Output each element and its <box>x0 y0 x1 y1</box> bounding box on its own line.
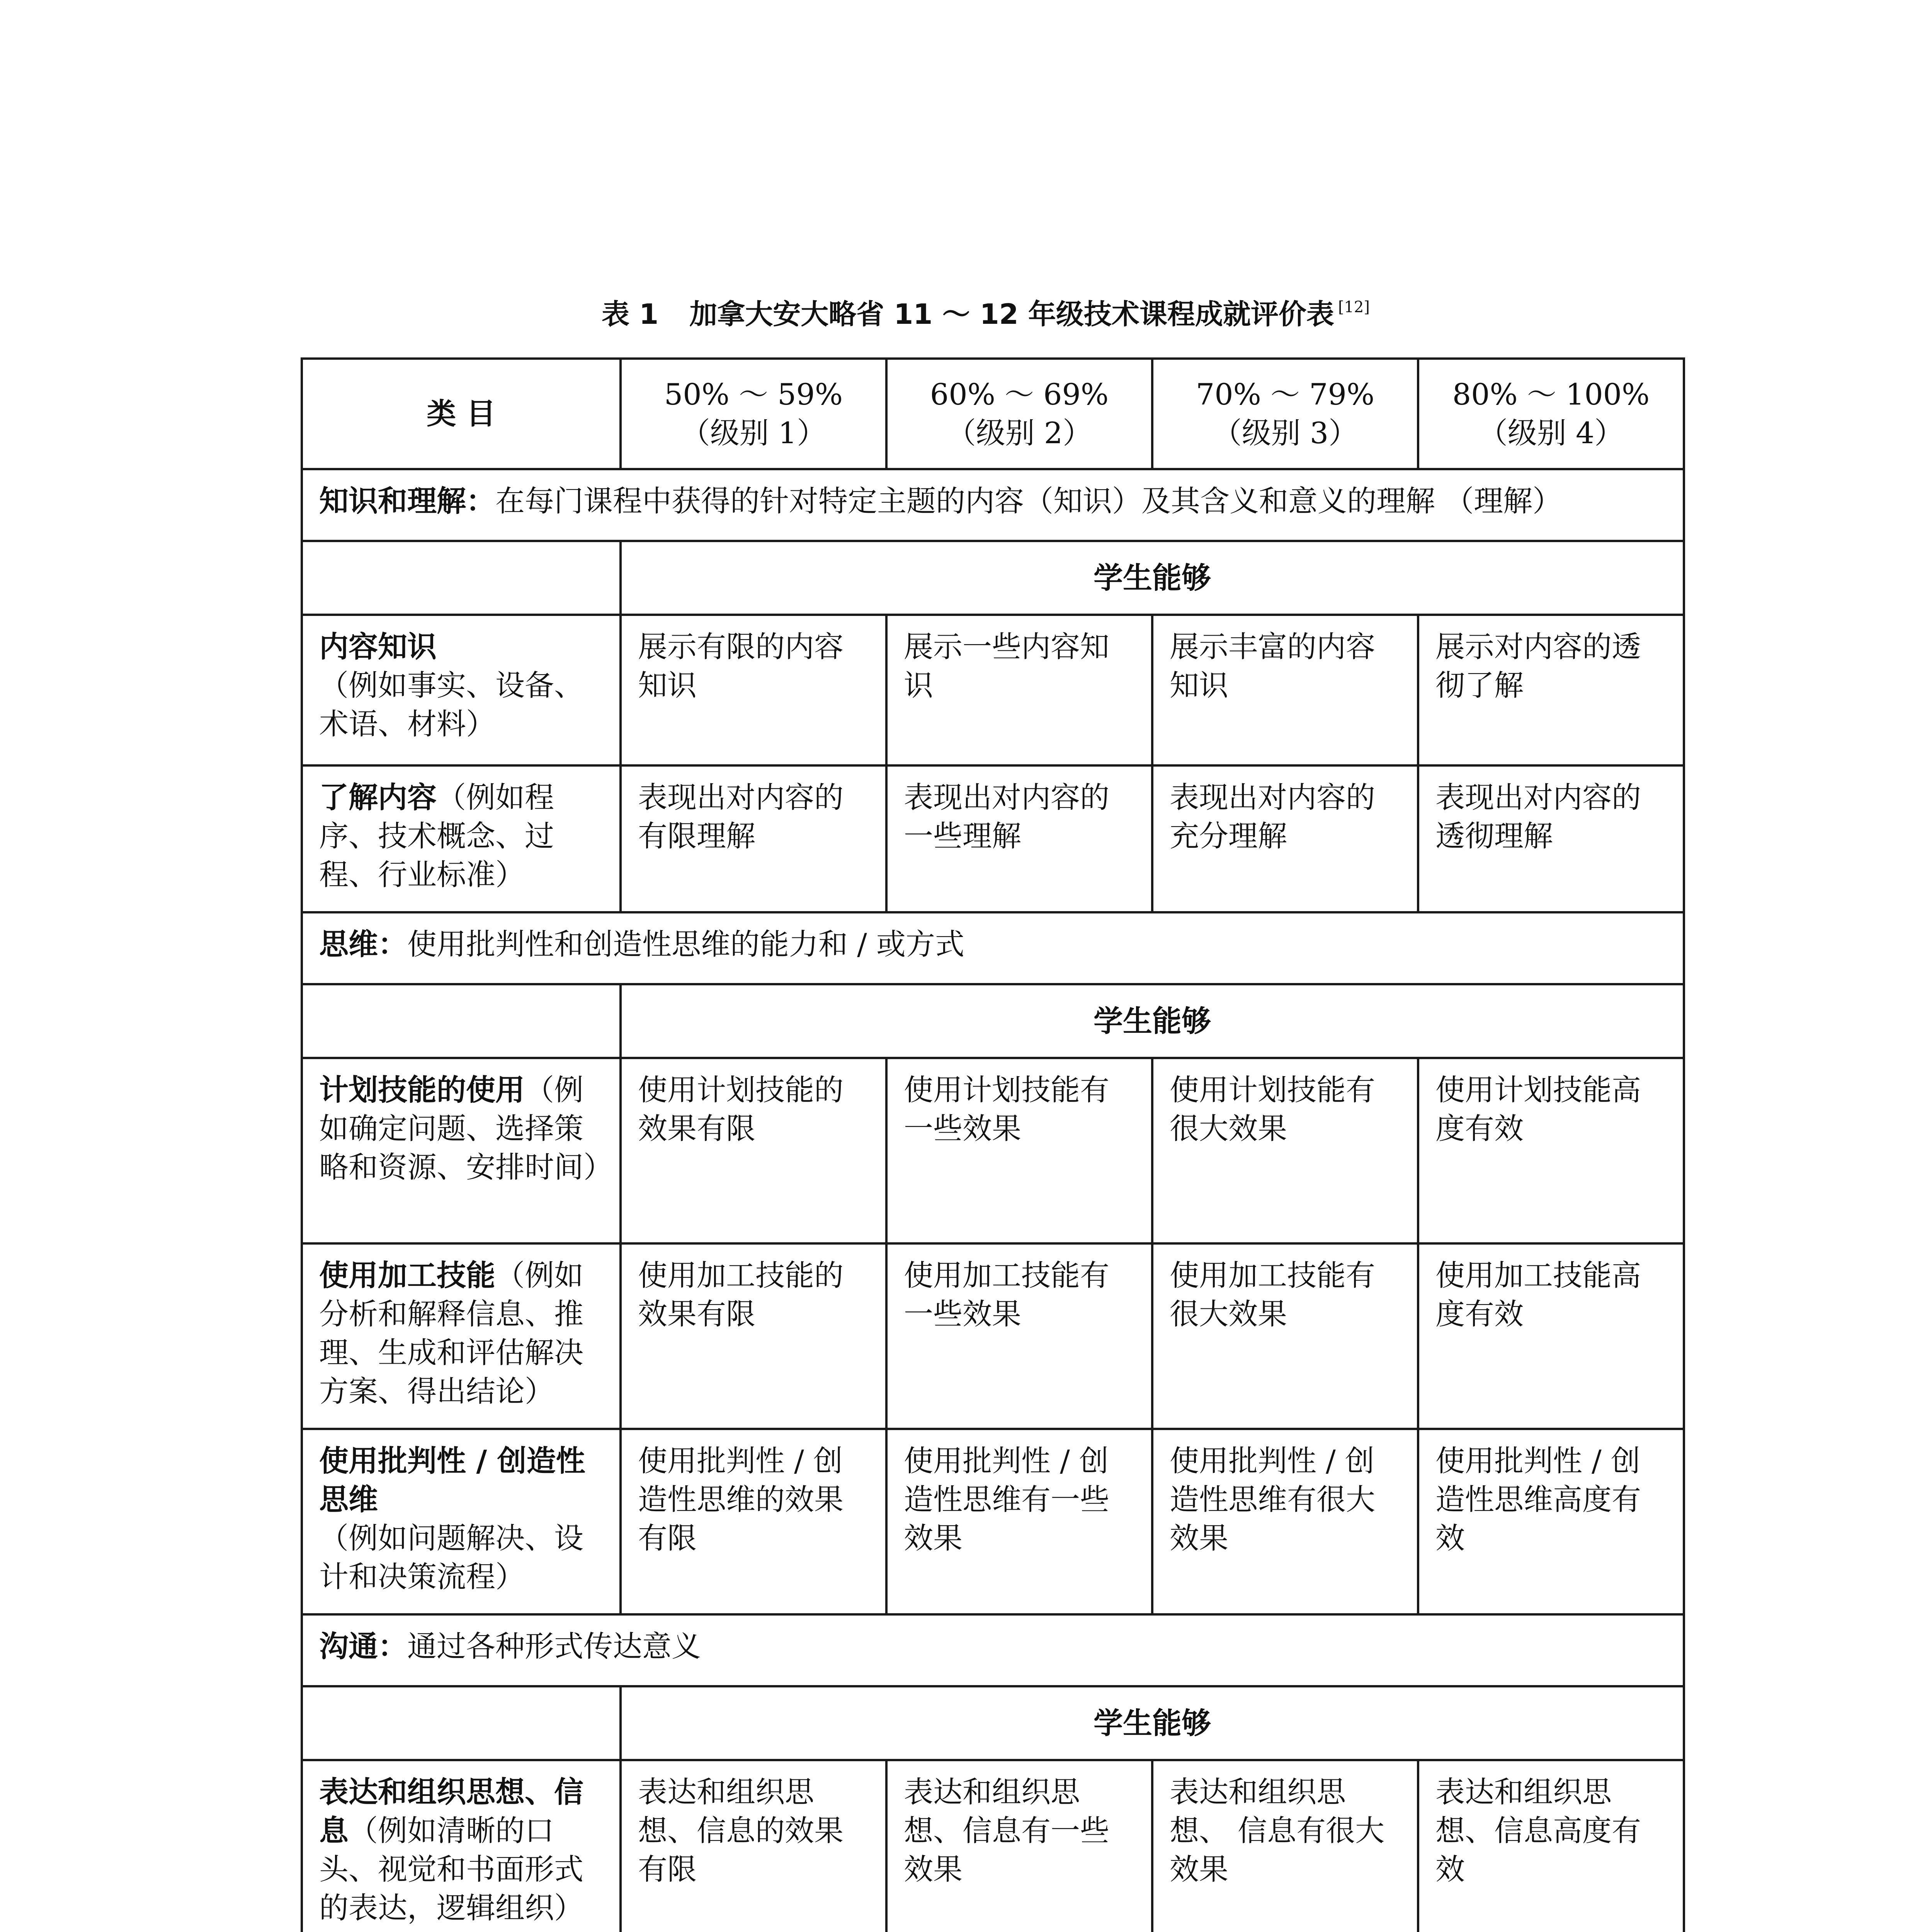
category-name: 表达和组织思想、信息 <box>319 1775 583 1848</box>
level-cell: 使用加工技能有很大效果 <box>1152 1243 1418 1429</box>
section-title: 知识和理解： <box>319 484 495 518</box>
section-row <box>302 912 1684 984</box>
level-cell: 展示丰富的内容知识 <box>1152 615 1418 765</box>
level-cell: 使用加工技能高度有效 <box>1418 1243 1684 1429</box>
level-cell: 表达和组织思想、信息有一些效果 <box>886 1760 1152 1932</box>
header-level-2 <box>886 359 1152 469</box>
level-cell: 表达和组织思想、信息高度有效 <box>1418 1760 1684 1932</box>
level-range: 60% ～ 69% <box>930 377 1109 412</box>
category-cell <box>302 1058 621 1243</box>
level-cell: 使用加工技能有一些效果 <box>886 1243 1152 1429</box>
evaluation-table <box>301 357 1685 1932</box>
level-range: 50% ～ 59% <box>664 377 843 412</box>
section-row <box>302 1614 1684 1686</box>
level-cell: 使用批判性 / 创造性思维的效果有限 <box>621 1429 886 1614</box>
subheader-row <box>302 984 1684 1058</box>
section-thinking <box>302 912 1684 984</box>
level-cell: 使用计划技能有一些效果 <box>886 1058 1152 1243</box>
header-level-4 <box>1418 359 1684 469</box>
subheader-empty <box>302 541 621 615</box>
section-description: 使用批判性和创造性思维的能力和 / 或方式 <box>407 927 964 961</box>
table-row <box>302 615 1684 765</box>
table-row <box>302 765 1684 912</box>
category-cell <box>302 1429 621 1614</box>
header-category: 类 目 <box>302 359 621 469</box>
subheader-label: 学生能够 <box>621 984 1684 1058</box>
table-row <box>302 1429 1684 1614</box>
category-detail: （例如程序、技术概念、过程、行业标准） <box>319 780 554 892</box>
level-cell: 使用批判性 / 创造性思维高度有效 <box>1418 1429 1684 1614</box>
table-row <box>302 1058 1684 1243</box>
level-cell: 表达和组织思想、信息的效果有限 <box>621 1760 886 1932</box>
section-description: 通过各种形式传达意义 <box>407 1629 701 1663</box>
level-cell: 使用批判性 / 创造性思维有一些效果 <box>886 1429 1152 1614</box>
level-cell: 表现出对内容的充分理解 <box>1152 765 1418 912</box>
category-cell <box>302 1243 621 1429</box>
level-label: （级别 3） <box>1212 416 1358 450</box>
category-detail: （例如问题解决、设计和决策流程） <box>319 1521 583 1594</box>
level-label: （级别 4） <box>1478 416 1624 450</box>
section-description: 在每门课程中获得的针对特定主题的内容（知识）及其含义和意义的理解 （理解） <box>495 484 1562 518</box>
subheader-empty <box>302 984 621 1058</box>
subheader-empty <box>302 1686 621 1760</box>
level-cell: 表现出对内容的透彻理解 <box>1418 765 1684 912</box>
level-label: （级别 2） <box>946 416 1092 450</box>
level-cell: 使用加工技能的效果有限 <box>621 1243 886 1429</box>
category-detail: （例如分析和解释信息、推理、生成和评估解决方案、得出结论） <box>319 1258 583 1408</box>
category-name: 内容知识 <box>319 629 437 664</box>
level-cell: 展示对内容的透彻了解 <box>1418 615 1684 765</box>
category-detail: （例如事实、设备、术语、材料） <box>319 668 583 741</box>
level-range: 70% ～ 79% <box>1196 377 1375 412</box>
level-cell: 使用计划技能高度有效 <box>1418 1058 1684 1243</box>
caption-title: 加拿大安大略省 11 ～ 12 年级技术课程成就评价表 <box>689 298 1334 330</box>
section-row <box>302 469 1684 541</box>
section-title: 思维： <box>319 927 407 961</box>
category-cell <box>302 615 621 765</box>
level-range: 80% ～ 100% <box>1452 377 1650 412</box>
caption-label: 表 1 <box>602 298 659 330</box>
table-caption <box>0 288 1932 333</box>
section-title: 沟通： <box>319 1629 407 1663</box>
level-cell: 表现出对内容的有限理解 <box>621 765 886 912</box>
category-detail: （例如确定问题、选择策略和资源、安排时间） <box>319 1073 613 1184</box>
category-name: 了解内容 <box>319 780 437 815</box>
category-name: 使用加工技能 <box>319 1258 495 1293</box>
section-knowledge <box>302 469 1684 541</box>
subheader-label: 学生能够 <box>621 541 1684 615</box>
caption-reference: [12] <box>1338 298 1370 316</box>
subheader-row <box>302 1686 1684 1760</box>
section-communication <box>302 1614 1684 1686</box>
header-row <box>302 359 1684 469</box>
level-cell: 展示一些内容知识 <box>886 615 1152 765</box>
category-name: 计划技能的使用 <box>319 1073 525 1107</box>
level-cell: 表现出对内容的一些理解 <box>886 765 1152 912</box>
level-label: （级别 1） <box>680 416 827 450</box>
table-row <box>302 1760 1684 1932</box>
level-cell: 使用计划技能有很大效果 <box>1152 1058 1418 1243</box>
table-row <box>302 1243 1684 1429</box>
category-name: 使用批判性 / 创造性思维 <box>319 1444 585 1517</box>
level-cell: 使用批判性 / 创造性思维有很大效果 <box>1152 1429 1418 1614</box>
level-cell: 表达和组织思想、 信息有很大效果 <box>1152 1760 1418 1932</box>
header-level-1 <box>621 359 886 469</box>
subheader-row <box>302 541 1684 615</box>
category-cell <box>302 765 621 912</box>
level-cell: 使用计划技能的效果有限 <box>621 1058 886 1243</box>
category-cell <box>302 1760 621 1932</box>
subheader-label: 学生能够 <box>621 1686 1684 1760</box>
category-detail: （例如清晰的口头、视觉和书面形式的表达，逻辑组织） <box>319 1813 583 1925</box>
header-level-3 <box>1152 359 1418 469</box>
level-cell: 展示有限的内容知识 <box>621 615 886 765</box>
